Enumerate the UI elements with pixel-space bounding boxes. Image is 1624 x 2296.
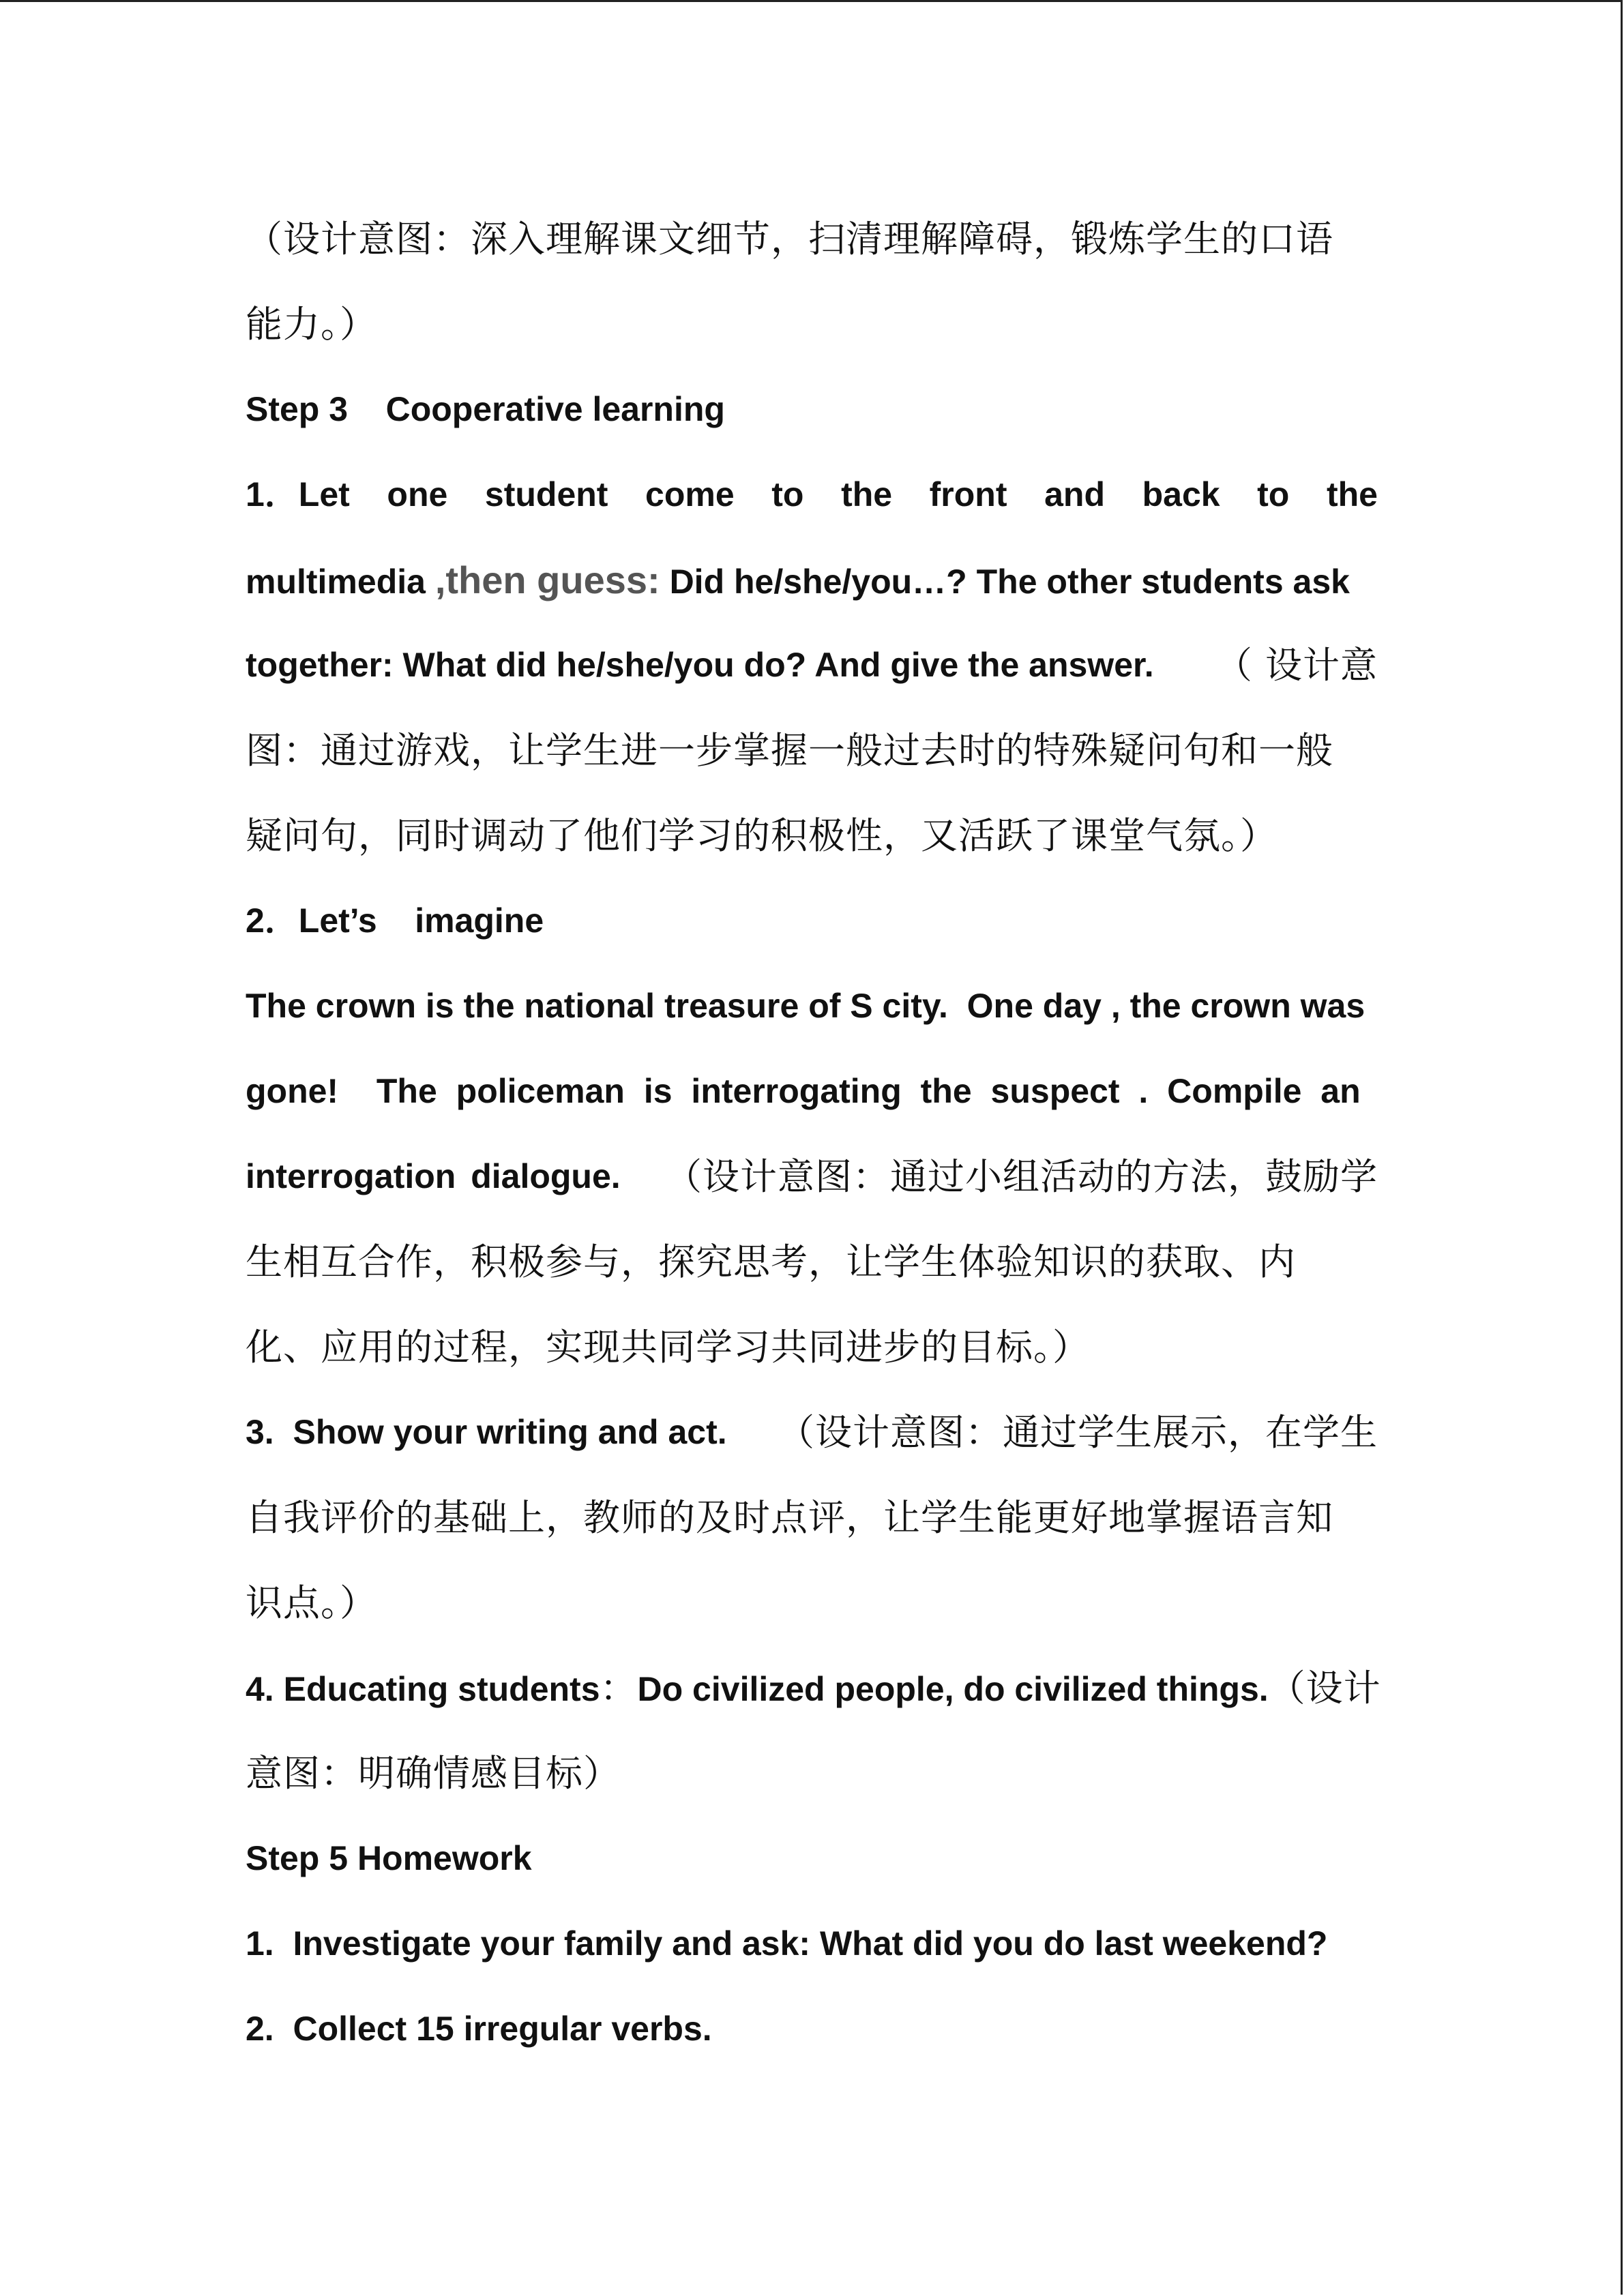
word: the [1326, 475, 1378, 513]
word: front [929, 475, 1007, 513]
text-fragment: （设计 [1268, 1667, 1381, 1710]
homework-item: 2. Collect 15 irregular verbs. [246, 2010, 712, 2048]
word: to [1257, 475, 1290, 513]
item2-line2: gone! The policeman is interrogating the suspect . Compile an [246, 1072, 1361, 1110]
word: come [645, 475, 735, 513]
text-fragment: interrogation dialogue. [246, 1157, 621, 1195]
item3-line2: 自我评价的基础上，教师的及时点评，让学生能更好地掌握语言知 [246, 1496, 1333, 1539]
text-fragment-group [246, 1645, 1269, 1731]
text-fragment: 4. Educating students [246, 1670, 600, 1708]
step3-heading: Step 3 Cooperative learning [246, 390, 725, 428]
item1-line4: 图：通过游戏，让学生进一步掌握一般过去时的特殊疑问句和一般 [246, 729, 1333, 772]
item1-line5: 疑问句，同时调动了他们学习的积极性，又活跃了课堂气氛。） [246, 814, 1278, 857]
text-fragment-highlight: ,then guess: [434, 558, 660, 601]
item2-line3 [246, 1134, 1378, 1219]
item2-line1: The crown is the national treasure of S city. One day , the crown was [246, 987, 1365, 1025]
item2-line5: 化、应用的过程，实现共同学习共同进步的目标。） [246, 1326, 1090, 1369]
word: the [841, 475, 893, 513]
design-intent-line: （设计意图：深入理解课文细节，扫清理解障碍，锻炼学生的口语 [246, 218, 1333, 260]
item3-line3: 识点。） [246, 1581, 377, 1624]
text-fragment: 3. Show your writing and act. [246, 1413, 727, 1451]
text-fragment: （设计意图：通过学生展示，在学生 [778, 1411, 1378, 1454]
homework-item: 1. Investigate your family and ask: What did you do last weekend? [246, 1924, 1328, 1963]
item2-heading: 2．Let’s imagine [246, 901, 544, 940]
item2-line4: 生相互合作，积极参与，探究思考，让学生体验知识的获取、内 [246, 1240, 1296, 1283]
item4-line2: 意图：明确情感目标） [246, 1752, 621, 1795]
text-fragment: （设计意图：通过小组活动的方法，鼓励学 [665, 1155, 1378, 1198]
word: back [1142, 475, 1220, 513]
item3-line1 [246, 1390, 1378, 1475]
item4-line1 [246, 1645, 1381, 1731]
text-fragment: multimedia [246, 563, 435, 601]
word: 1．Let [246, 475, 350, 513]
text-fragment: together: What did he/she/you do? And give the answer. [246, 646, 1154, 684]
text-fragment: ： [600, 1667, 638, 1710]
word: student [484, 475, 608, 513]
word: one [387, 475, 448, 513]
text-fragment: Do civilized people, do civilized things. [637, 1670, 1269, 1708]
item1-line3 [246, 623, 1378, 708]
step5-heading: Step 5 Homework [246, 1839, 532, 1877]
document-body [246, 196, 1381, 2072]
item1-line1 [246, 452, 1378, 537]
word: to [771, 475, 804, 513]
text-fragment: （ 设计意 [1215, 644, 1378, 687]
design-intent-line: 能力。） [246, 303, 377, 346]
item1-line2 [246, 537, 1378, 623]
text-fragment: Did he/she/you…? The other students ask [660, 563, 1350, 601]
word: and [1044, 475, 1105, 513]
